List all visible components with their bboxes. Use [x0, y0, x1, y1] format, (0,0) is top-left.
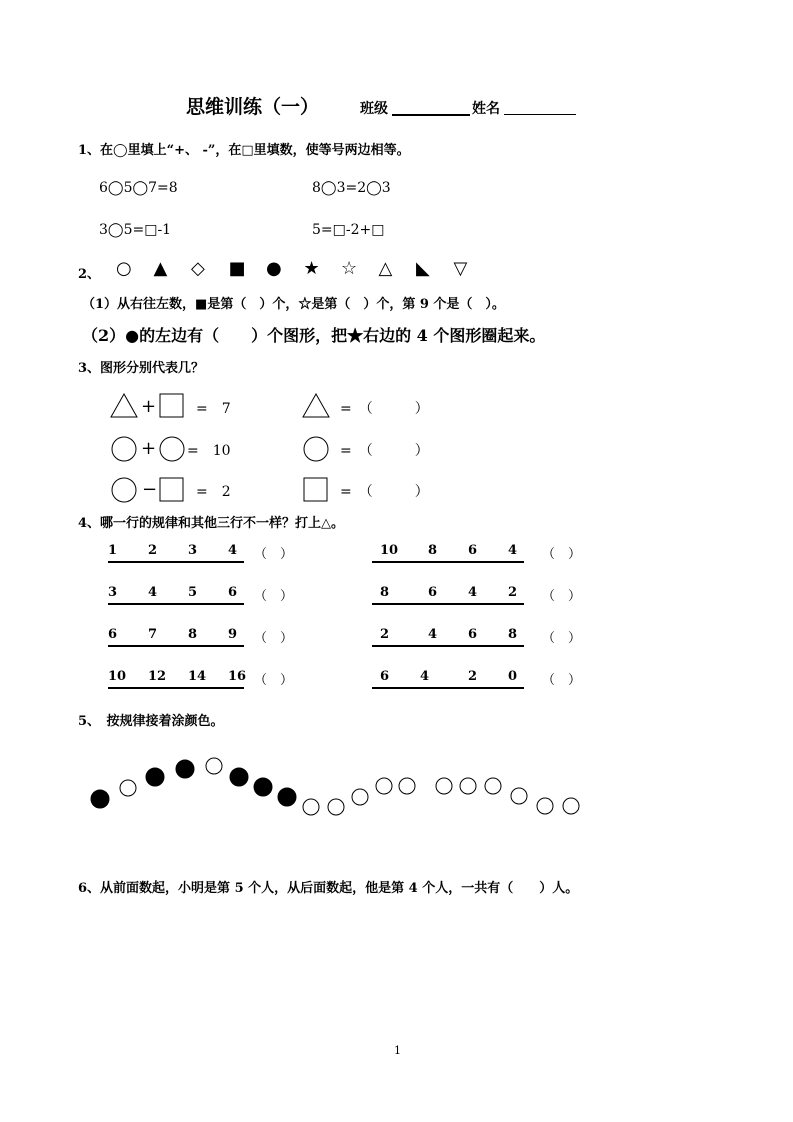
empty-circle-icon[interactable]	[303, 799, 319, 815]
empty-circle-icon[interactable]	[352, 789, 368, 805]
answer-paren[interactable]: （ ）	[254, 673, 294, 688]
seq-right-2: 8 6 4 2	[372, 585, 524, 605]
filled-circle-icon	[230, 768, 248, 786]
q1-eq2: 8◯3=2◯3	[312, 180, 391, 196]
q1-eq4: 5=□-2+□	[312, 222, 385, 238]
answer-paren[interactable]: （ ）	[542, 673, 582, 688]
answer-paren[interactable]: （ ）	[542, 631, 582, 646]
filled-circle-icon	[176, 760, 194, 778]
shape-square-icon: ■	[228, 258, 246, 279]
empty-circle-icon[interactable]	[328, 799, 344, 815]
page-title: 思维训练（一）	[186, 96, 320, 118]
shape-diamond-icon: ◇	[191, 258, 205, 279]
q3-rhs-3: = 2	[196, 484, 231, 500]
name-label: 姓名	[472, 101, 500, 117]
shape-dot-icon: ●	[266, 258, 282, 279]
filled-circle-icon	[254, 778, 272, 796]
seq-right-3: 2 4 6 8	[372, 627, 524, 647]
empty-circle-icon[interactable]	[206, 758, 222, 774]
filled-circle-icon	[91, 790, 109, 808]
shape-triangle-outline-icon: △	[378, 258, 393, 279]
q2-part1: （1）从右往左数，■是第（ ）个，☆是第（ ）个，第 9 个是（ ）。	[82, 297, 505, 312]
q3-title: 3、图形分别代表几？	[78, 361, 205, 376]
answer-paren[interactable]: （ ）	[254, 631, 294, 646]
filled-circle-icon	[146, 768, 164, 786]
filled-circle-icon	[278, 788, 296, 806]
empty-circle-icon[interactable]	[399, 778, 415, 794]
q1-eq3: 3◯5=□-1	[99, 222, 172, 238]
seq-left-3: 6 7 8 9	[108, 627, 244, 647]
answer-paren[interactable]: （ ）	[254, 547, 294, 562]
seq-right-4: 6 4 2 0	[372, 669, 524, 689]
q3-rhs-2: = 10	[187, 443, 231, 459]
answer-paren[interactable]: （ ）	[542, 589, 582, 604]
shape-star-icon: ★	[303, 258, 320, 279]
q3-op-1: +	[141, 396, 157, 417]
empty-circle-icon[interactable]	[120, 780, 136, 796]
q5-title: 5、 按规律接着涂颜色。	[78, 714, 224, 729]
seq-left-2: 3 4 5 6	[108, 585, 244, 605]
shape-right-triangle-icon: ◣	[416, 258, 430, 279]
seq-right-1: 10 8 6 4	[372, 543, 524, 563]
q3-ans-1: = （ ）	[340, 401, 429, 417]
seq-left-4: 10 12 14 16	[108, 669, 244, 689]
page-number: 1	[394, 1044, 401, 1057]
empty-circle-icon[interactable]	[511, 788, 527, 804]
q6-title: 6、从前面数起，小明是第 5 个人，从后面数起，他是第 4 个人，一共有（ ）人。	[78, 881, 579, 896]
empty-circle-icon[interactable]	[485, 778, 501, 794]
shape-down-triangle-icon: ▽	[453, 258, 468, 279]
q3-op-3: −	[142, 479, 158, 500]
empty-circle-icon[interactable]	[563, 798, 579, 814]
q1-title: 1、在◯里填上“+、 -”，在□里填数，使等号两边相等。	[78, 143, 410, 158]
q3-ans-3: = （ ）	[340, 484, 429, 500]
empty-circle-icon[interactable]	[376, 778, 392, 794]
seq-left-1: 1 2 3 4	[108, 543, 244, 563]
shape-circle-icon: ○	[116, 258, 132, 279]
answer-paren[interactable]: （ ）	[254, 589, 294, 604]
class-label: 班级	[360, 101, 388, 117]
q4-title: 4、哪一行的规律和其他三行不一样？打上△。	[78, 516, 345, 531]
q2-part2: （2）●的左边有（ ）个图形，把★右边的 4 个图形圈起来。	[82, 326, 546, 345]
empty-circle-icon[interactable]	[537, 798, 553, 814]
answer-paren[interactable]: （ ）	[542, 547, 582, 562]
empty-circle-icon[interactable]	[460, 778, 476, 794]
q1-eq1: 6◯5◯7=8	[99, 180, 178, 196]
q3-rhs-1: = 7	[196, 401, 231, 417]
q3-ans-2: = （ ）	[340, 443, 429, 459]
shape-triangle-icon: ▲	[153, 258, 168, 279]
empty-circle-icon[interactable]	[436, 778, 452, 794]
shape-star-outline-icon: ☆	[341, 258, 358, 279]
q2-label: 2、	[78, 267, 101, 282]
q3-op-2: +	[141, 438, 157, 459]
